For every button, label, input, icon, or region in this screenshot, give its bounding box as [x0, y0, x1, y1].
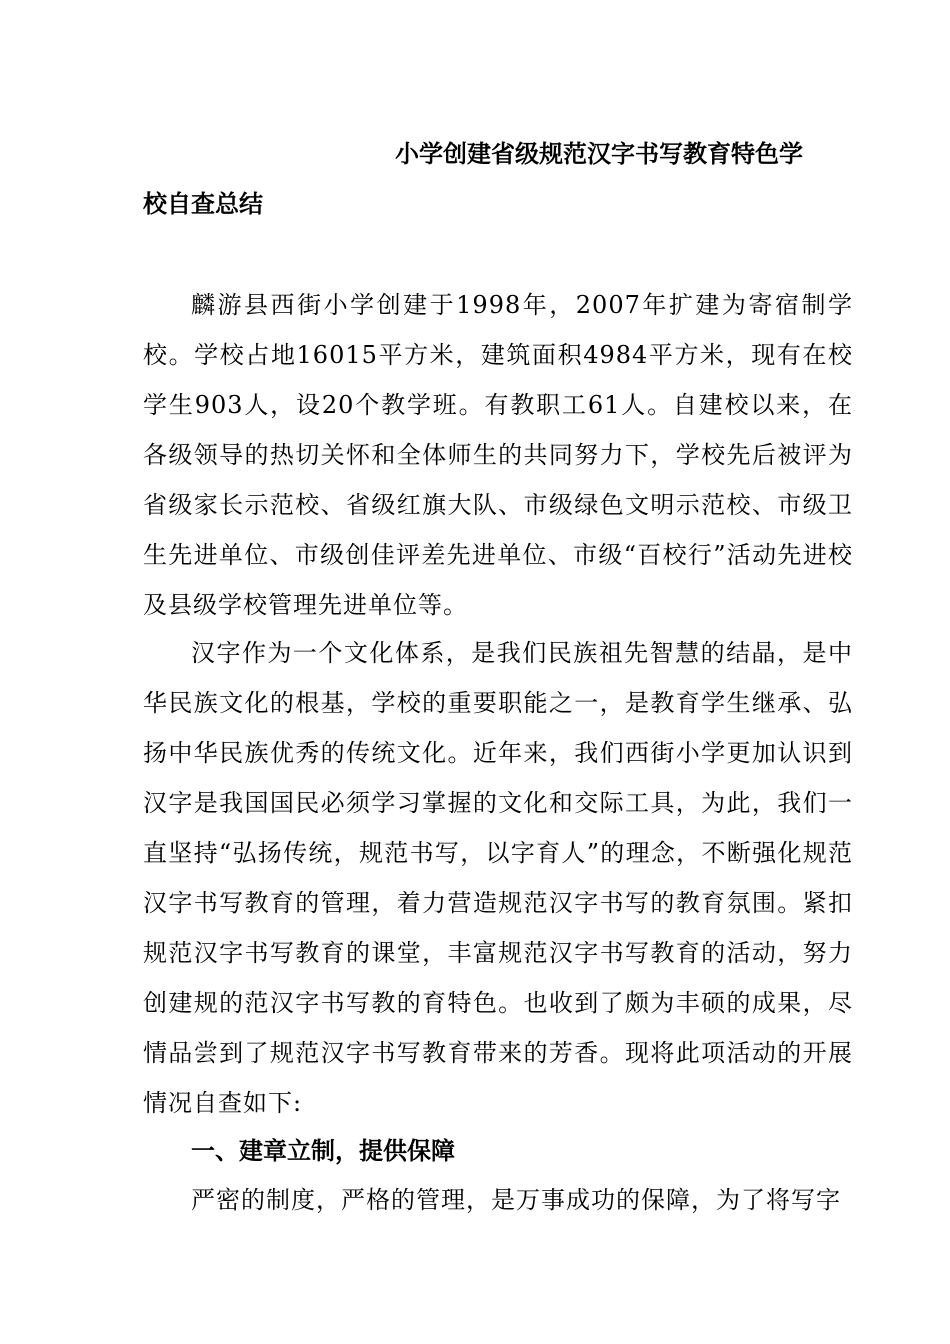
document-title-line-1: 小学创建省级规范汉字书写教育特色学	[395, 140, 803, 168]
paragraph-school-introduction: 麟游县西街小学创建于1998年，2007年扩建为寄宿制学校。学校占地16015平方米，建筑面积4984平方米，现有在校学生903人，设20个教学班。有教职工61人。自建校以来，在各级领导的热切关怀和全体师生的共同努力下，学校先后被评为省级家长示范校、省级红旗大队、市级绿色文明示范校、市级卫生先进单位、市级创佳评差先进单位、市级“百校行”活动先进校及县级学校管理先进单位等。	[143, 291, 853, 619]
paragraph-section-1: 严密的制度，严格的管理，是万事成功的保障，为了将写字	[191, 1186, 841, 1214]
document-title-line-2: 校自查总结	[143, 190, 263, 218]
section-heading-1: 一、建章立制，提供保障	[191, 1137, 455, 1165]
paragraph-chinese-characters: 汉字作为一个文化体系，是我们民族祖先智慧的结晶，是中华民族文化的根基，学校的重要职能之一，是教育学生继承、弘扬中华民族优秀的传统文化。近年来，我们西街小学更加认识到汉字是我国国民必须学习掌握的文化和交际工具，为此，我们一直坚持“弘扬传统，规范书写，以字育人”的理念，不断强化规范汉字书写教育的管理，着力营造规范汉字书写的教育氛围。紧扣规范汉字书写教育的课堂，丰富规范汉字书写教育的活动，努力创建规的范汉字书写教的育特色。也收到了颇为丰硕的成果，尽情品尝到了规范汉字书写教育带来的芳香。现将此项活动的开展情况自查如下:	[143, 639, 853, 1117]
